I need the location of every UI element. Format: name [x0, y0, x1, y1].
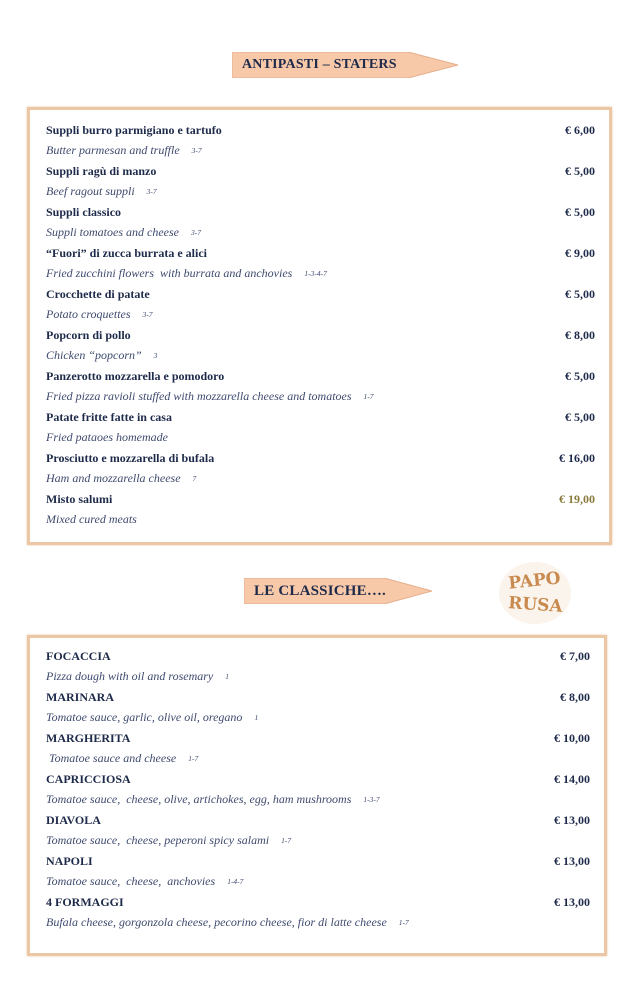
menu-item-description: Mixed cured meats	[46, 512, 137, 527]
menu-item-allergens: 3	[153, 351, 158, 361]
menu-item	[46, 646, 604, 687]
menu-item-header	[46, 448, 609, 469]
menu-item-allergens: 1-3-7	[363, 795, 380, 805]
menu-item-header	[46, 489, 609, 510]
menu-item-name: CAPRICCIOSA	[46, 771, 131, 786]
menu-item-description-row	[46, 264, 609, 285]
classiche-list	[30, 646, 604, 933]
menu-item-description: Fried pataoes homemade	[46, 430, 168, 445]
menu-item-header	[46, 810, 604, 831]
menu-item-description: Fried pizza ravioli stuffed with mozzarella cheese and tomatoes	[46, 389, 352, 404]
menu-item-description-row	[46, 831, 604, 852]
menu-item-header	[46, 161, 609, 182]
menu-item-description-row	[46, 182, 609, 203]
menu-item-description: Suppli tomatoes and cheese	[46, 225, 179, 240]
menu-item-price: € 13,00	[554, 812, 590, 827]
menu-item-description-row	[46, 790, 604, 811]
menu-item-header	[46, 284, 609, 305]
menu-item-allergens: 3-7	[146, 187, 157, 197]
menu-item	[46, 489, 609, 530]
menu-item	[46, 366, 609, 407]
menu-item	[46, 325, 609, 366]
menu-item-allergens: 1	[254, 713, 259, 723]
menu-item-price: € 5,00	[565, 163, 595, 178]
menu-item-allergens: 1-7	[188, 754, 199, 764]
menu-item-description-row	[46, 749, 604, 770]
menu-item-allergens: 1	[225, 672, 229, 682]
menu-item-description: Tomatoe sauce and cheese	[46, 751, 177, 766]
menu-item-description: Tomatoe sauce, cheese, peperoni spicy salami	[46, 833, 270, 848]
menu-item-header	[46, 892, 604, 913]
menu-item-allergens: 1-7	[363, 392, 374, 402]
menu-item	[46, 284, 609, 325]
paporusa-logo	[496, 560, 574, 626]
menu-item-description-row	[46, 913, 604, 934]
menu-item-name: MARGHERITA	[46, 730, 131, 745]
menu-item-header	[46, 769, 604, 790]
menu-item-name: Crocchette di patate	[46, 286, 150, 301]
menu-item	[46, 161, 609, 202]
menu-item-description: Chicken “popcorn”	[46, 348, 142, 363]
menu-item-allergens: 1-7	[398, 918, 409, 928]
menu-item-description-row	[46, 872, 604, 893]
menu-item-name: NAPOLI	[46, 853, 93, 868]
menu-item	[46, 687, 604, 728]
menu-item-name: 4 FORMAGGI	[46, 894, 124, 909]
menu-item-price: € 5,00	[565, 368, 595, 383]
menu-item-price: € 5,00	[565, 204, 595, 219]
menu-item-description-row	[46, 141, 609, 162]
menu-item-name: Misto salumi	[46, 491, 113, 506]
menu-item	[46, 892, 604, 933]
menu-item-price: € 5,00	[565, 409, 595, 424]
menu-item-header	[46, 120, 609, 141]
menu-item-description: Potato croquettes	[46, 307, 131, 322]
menu-item	[46, 243, 609, 284]
antipasti-list	[30, 120, 609, 530]
menu-item-header	[46, 728, 604, 749]
menu-item-header	[46, 851, 604, 872]
menu-item-description-row	[46, 510, 609, 531]
menu-item-allergens: 1-7	[281, 836, 292, 846]
svg-text:PAPO: PAPO	[507, 568, 562, 594]
menu-item	[46, 120, 609, 161]
svg-text:RUSA: RUSA	[507, 593, 564, 617]
menu-item-allergens: 1-4-7	[227, 877, 244, 887]
menu-item-price: € 9,00	[565, 245, 595, 260]
antipasti-banner	[232, 52, 458, 78]
menu-item-header	[46, 407, 609, 428]
menu-item-name: Panzerotto mozzarella e pomodoro	[46, 368, 225, 383]
menu-item-description: Tomatoe sauce, cheese, olive, artichokes, egg, ham mushrooms	[46, 792, 352, 807]
menu-item-description-row	[46, 387, 609, 408]
menu-item-header	[46, 646, 604, 667]
menu-item-price: € 8,00	[565, 327, 595, 342]
menu-item-header	[46, 202, 609, 223]
menu-item	[46, 851, 604, 892]
menu-item-name: Suppli classico	[46, 204, 122, 219]
menu-item-name: Suppli ragù di manzo	[46, 163, 157, 178]
menu-item-name: Suppli burro parmigiano e tartufo	[46, 122, 222, 137]
menu-item-price: € 8,00	[560, 689, 590, 704]
menu-item-description: Bufala cheese, gorgonzola cheese, pecorino cheese, fior di latte cheese	[46, 915, 387, 930]
menu-item-description: Fried zucchini flowers with burrata and anchovies	[46, 266, 293, 281]
menu-item-name: DIAVOLA	[46, 812, 101, 827]
antipasti-menu-box	[27, 107, 612, 545]
menu-item-description-row	[46, 469, 609, 490]
menu-item-allergens: 1-3-4-7	[304, 269, 327, 279]
menu-item-description-row	[46, 346, 609, 367]
menu-item-allergens: 3-7	[190, 228, 201, 238]
menu-item-description-row	[46, 223, 609, 244]
menu-item-name: Popcorn di pollo	[46, 327, 131, 342]
menu-item-price: € 5,00	[565, 286, 595, 301]
menu-item-name: FOCACCIA	[46, 648, 111, 663]
antipasti-title: ANTIPASTI – STATERS	[242, 57, 397, 72]
classiche-banner	[244, 578, 432, 604]
menu-item-price: € 13,00	[554, 853, 590, 868]
menu-item-allergens: 7	[192, 474, 197, 484]
menu-item	[46, 769, 604, 810]
menu-item-price: € 16,00	[559, 450, 595, 465]
menu-item	[46, 810, 604, 851]
menu-item-description: Ham and mozzarella cheese	[46, 471, 181, 486]
menu-item-name: Prosciutto e mozzarella di bufala	[46, 450, 215, 465]
menu-item	[46, 448, 609, 489]
menu-item-description-row	[46, 667, 604, 688]
menu-item-price: € 7,00	[560, 648, 590, 663]
menu-item	[46, 407, 609, 448]
menu-item-description-row	[46, 708, 604, 729]
menu-item-description-row	[46, 305, 609, 326]
menu-item-description: Butter parmesan and truffle	[46, 143, 180, 158]
menu-item-description: Tomatoe sauce, garlic, olive oil, oregano	[46, 710, 243, 725]
menu-item-price: € 19,00	[559, 491, 595, 506]
menu-item-name: MARINARA	[46, 689, 114, 704]
menu-item-header	[46, 243, 609, 264]
menu-item-description: Tomatoe sauce, cheese, anchovies	[46, 874, 216, 889]
menu-item-header	[46, 687, 604, 708]
classiche-menu-box	[27, 635, 607, 956]
menu-item-name: Patate fritte fatte in casa	[46, 409, 172, 424]
menu-item	[46, 202, 609, 243]
menu-item-description: Beef ragout suppli	[46, 184, 135, 199]
menu-item	[46, 728, 604, 769]
menu-item-allergens: 3-7	[191, 146, 202, 156]
menu-item-price: € 13,00	[554, 894, 590, 909]
menu-item-allergens: 3-7	[142, 310, 153, 320]
menu-item-price: € 6,00	[565, 122, 595, 137]
menu-item-description-row	[46, 428, 609, 449]
menu-item-header	[46, 325, 609, 346]
classiche-title: LE CLASSICHE….	[254, 582, 387, 599]
menu-item-price: € 10,00	[554, 730, 590, 745]
menu-item-price: € 14,00	[554, 771, 590, 786]
menu-item-name: “Fuori” di zucca burrata e alici	[46, 245, 207, 260]
menu-item-header	[46, 366, 609, 387]
menu-item-description: Pizza dough with oil and rosemary	[46, 669, 214, 684]
